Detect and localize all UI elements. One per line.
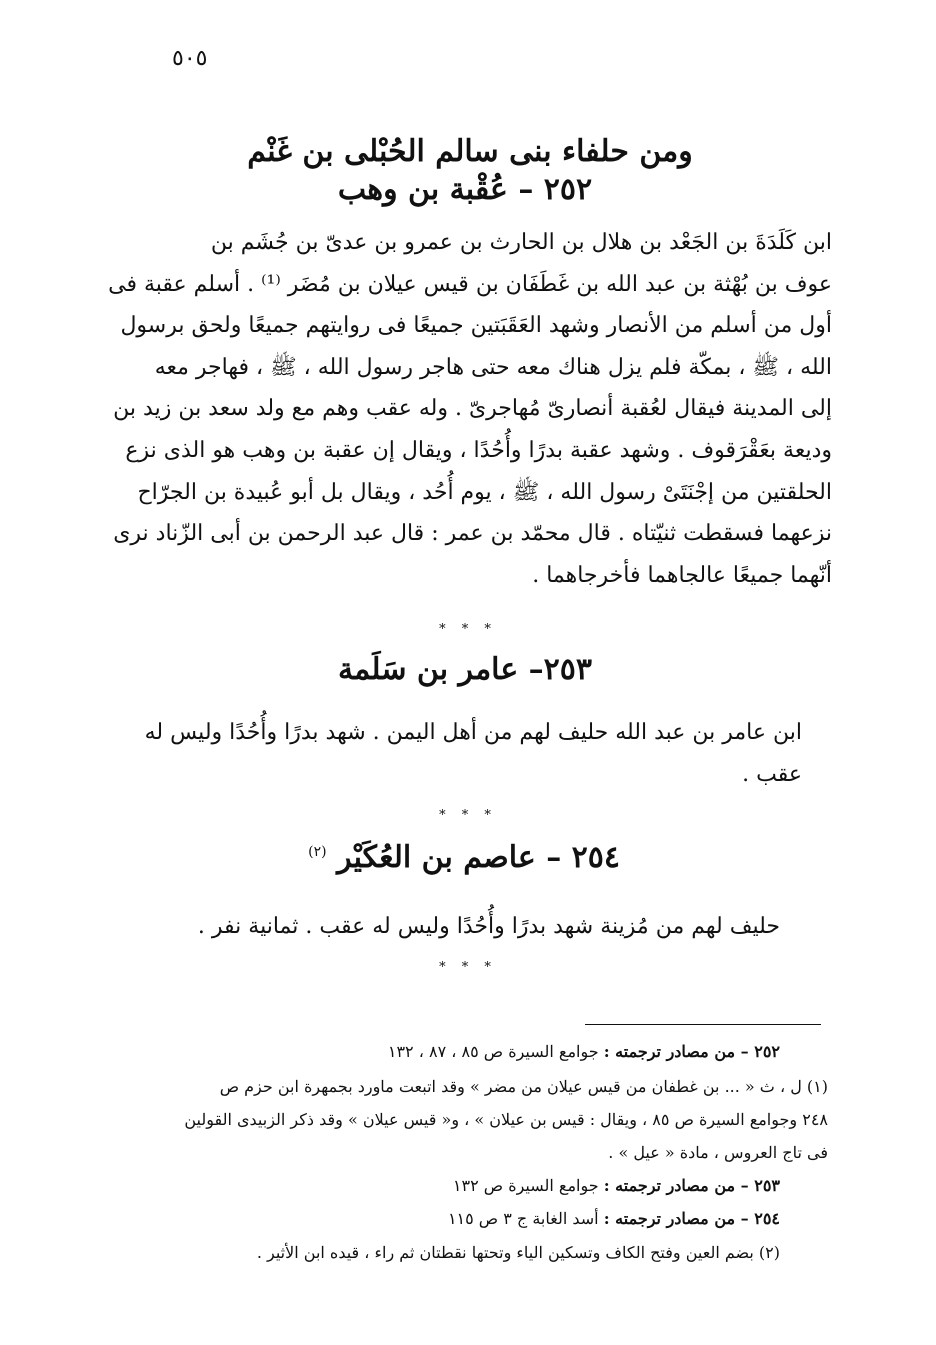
text-line: الله ، ﷺ ، بمكّة فلم يزل هناك معه حتى هاجر رسول الله ، ﷺ ، فهاجر معه	[154, 354, 832, 380]
text-line: ابن عامر بن عبد الله حليف لهم من أهل اليمن . شهد بدرًا وأُحُدًا وليس له	[144, 720, 802, 745]
entry-title	[308, 840, 620, 875]
footnote-text: جوامع السيرة ص ١٣٢	[452, 1176, 604, 1195]
footnote-text: ٢٤٨ وجوامع السيرة ص ٨٥ ، ويقال : قيس بن عيلان » ، و« قيس عيلان » وقد ذكر الزبيدى القولين	[184, 1110, 828, 1129]
footnote-text: (٢) بضم العين وفتح الكاف وتسكين الياء وتحتها نقطتان ثم راء ، قيده ابن الأثير .	[256, 1243, 780, 1262]
footnote-line	[448, 1209, 780, 1229]
entry-title: ٢٥٢ – عُقْبة بن وهب	[337, 172, 593, 207]
footnote-rule	[585, 1024, 821, 1025]
footnote-line	[608, 1143, 828, 1163]
footnote-line	[184, 1110, 828, 1130]
text-line: إلى المدينة فيقال لعُقبة أنصارىّ مُهاجرىّ . وله عقب وهم مع ولد سعد بن زيد بن	[113, 396, 832, 422]
section-heading: ومن حلفاء بنى سالم الحُبْلى بن غَنْم	[247, 134, 693, 169]
footnote-text: (١) ل ، ث « ... بن غطفان من قيس عيلان من مضر » وقد اتبعت ماورد بجمهرة ابن حزم ص	[219, 1077, 828, 1096]
text-line: عوف بن بُهْثة بن عبد الله بن غَطَفَان بن قيس عيلان بن مُضَر ⁽¹⁾ . أسلم عقبة فى	[108, 271, 832, 297]
text-line: وديعة بعَقْرَقوف . وشهد عقبة بدرًا وأُحُدًا ، ويقال إن عقبة بن وهب هو الذى نزع	[125, 437, 832, 463]
footnote-line	[453, 1176, 780, 1196]
text-line: أنّهما جميعًا عالجاهما فأخرجاهما .	[532, 562, 832, 588]
entry-body	[108, 222, 832, 596]
text-line: ابن كَلَدَةَ بن الجَعْد بن هلال بن الحارث بن عمرو بن عدىّ بن جُشَم بن	[210, 230, 832, 255]
footnote-marker: (٢)	[308, 844, 327, 860]
text-line: حليف لهم من مُزينة شهد بدرًا وأُحُدًا وليس له عقب . ثمانية نفر .	[197, 914, 780, 939]
footnote-text: فى تاج العروس ، مادة « عيل » .	[608, 1143, 828, 1162]
entry-body	[132, 712, 802, 795]
separator: * * *	[439, 622, 497, 637]
footnote-line	[388, 1042, 780, 1062]
text-line: الحلقتين من إجْنَتَىْ رسول الله ، ﷺ ، يوم أُحُد ، ويقال بل أبو عُبيدة بن الجرّاح	[137, 479, 832, 505]
footnote-label: ٢٥٤ – من مصادر ترجمته :	[603, 1209, 780, 1228]
footnote-line	[220, 1077, 828, 1097]
text-line: نزعهما فسقطت ثنيّتاه . قال محمّد بن عمر : قال عبد الرحمن بن أبى الزّناد نرى	[113, 521, 832, 547]
footnote-text: جوامع السيرة ص ٨٥ ، ٨٧ ، ١٣٢	[387, 1042, 604, 1061]
entry-body	[180, 906, 780, 948]
footnote-text: أسد الغابة ج ٣ ص ١١٥	[447, 1209, 604, 1228]
footnote-label: ٢٥٣ – من مصادر ترجمته :	[603, 1176, 780, 1195]
text-line: عقب .	[742, 761, 802, 787]
separator: * * *	[439, 960, 497, 975]
entry-title-text: ٢٥٤ – عاصم بن العُكَيْر	[337, 840, 620, 875]
page-number: ٥٠٥	[172, 46, 208, 71]
entry-title: ٢٥٣– عامر بن سَلَمة	[337, 652, 593, 687]
text-line: أول من أسلم من الأنصار وشهد العَقَبَتين جميعًا فى روايتهم جميعًا ولحق برسول	[120, 313, 832, 339]
footnote-label: ٢٥٢ – من مصادر ترجمته :	[603, 1042, 780, 1061]
footnote-line	[257, 1243, 780, 1263]
separator: * * *	[439, 808, 497, 823]
